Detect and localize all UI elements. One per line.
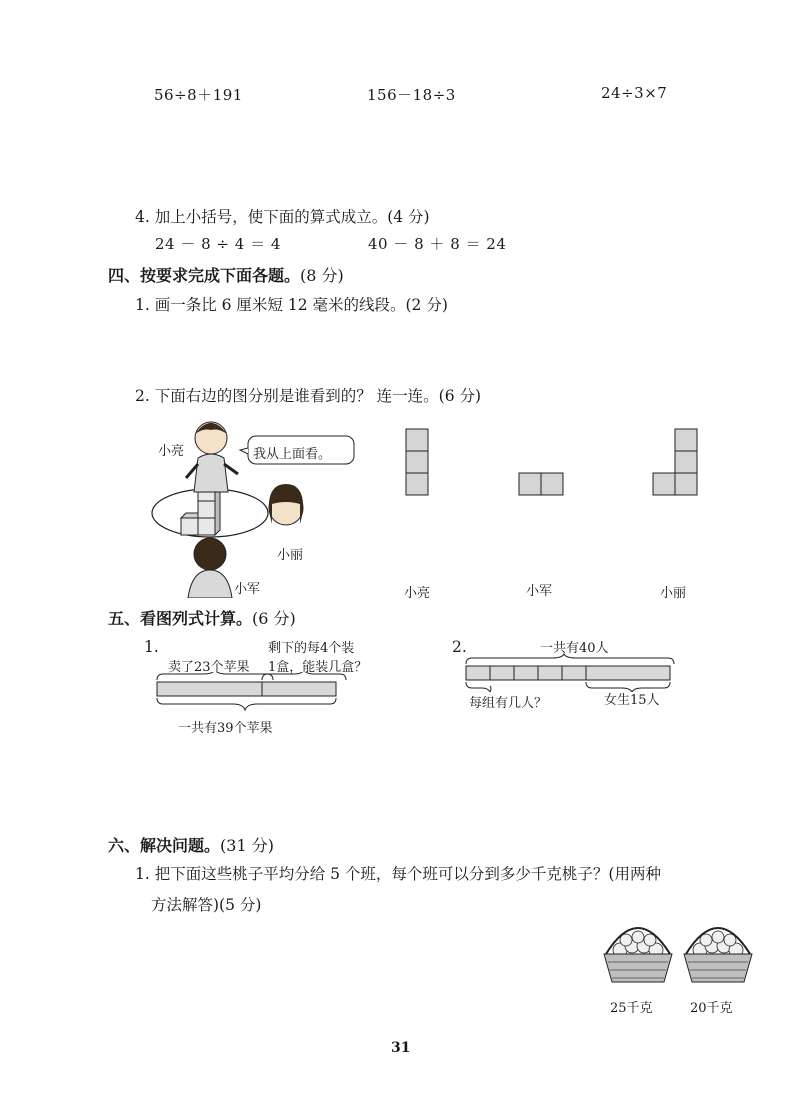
view-c-cell bbox=[653, 473, 675, 495]
section-4-title: 四、按要求完成下面各题。 bbox=[108, 266, 301, 285]
section-6-points: (31 分) bbox=[220, 836, 274, 855]
group-segment bbox=[490, 666, 514, 680]
view-b-cell bbox=[519, 473, 541, 495]
page-number: 31 bbox=[391, 1040, 411, 1056]
peach-baskets bbox=[598, 918, 758, 998]
group-segment bbox=[538, 666, 562, 680]
expression-2: 156－18÷3 bbox=[367, 86, 456, 104]
section-6-title: 六、解决问题。 bbox=[108, 836, 221, 855]
section-5-points: (6 分) bbox=[252, 609, 296, 628]
xiaojun-figure bbox=[188, 538, 232, 598]
view-b-cell bbox=[541, 473, 563, 495]
q4-equation-2: 40 － 8 ＋ 8 ＝ 24 bbox=[368, 235, 507, 253]
problem-1-total-label: 一共有39个苹果 bbox=[178, 721, 273, 736]
speech-text: 我从上面看。 bbox=[253, 447, 332, 462]
problem-1-number: 1. bbox=[144, 638, 159, 656]
section-4-q2: 2. 下面右边的图分别是谁看到的？ 连一连。(6 分) bbox=[135, 387, 482, 405]
speaker-name-label: 小亮 bbox=[158, 444, 185, 459]
basket-1 bbox=[604, 928, 672, 982]
section-6-heading bbox=[108, 833, 274, 856]
problem-1-remain-line1: 剩下的每4个装 bbox=[268, 641, 355, 656]
remaining-segment bbox=[262, 682, 336, 696]
problem-2-girls-label: 女生15人 bbox=[604, 693, 660, 708]
problem-1-bar-diagram bbox=[150, 672, 350, 722]
section-4-q1: 1. 画一条比 6 厘米短 12 毫米的线段。(2 分) bbox=[135, 296, 448, 314]
xiaoli-figure bbox=[269, 484, 303, 525]
problem-1-remain-line2: 1盒，能装几盒？ bbox=[268, 660, 368, 675]
q4-title: 4. 加上小括号，使下面的算式成立。(4 分) bbox=[135, 208, 430, 226]
girl-name-label: 小丽 bbox=[277, 548, 304, 563]
problem-2-total-label: 一共有40人 bbox=[540, 641, 609, 656]
xiaoliang-figure bbox=[186, 422, 238, 492]
basket-2-weight: 20千克 bbox=[690, 1001, 733, 1016]
section-5-heading bbox=[108, 606, 296, 629]
view-c-cell bbox=[675, 451, 697, 473]
problem-1-sold-label: 卖了23个苹果 bbox=[168, 660, 250, 675]
boy-name-label: 小军 bbox=[234, 582, 261, 597]
girls-segment bbox=[586, 666, 670, 680]
section-6-q1-line2: 方法解答)(5 分) bbox=[151, 896, 262, 914]
problem-2-number: 2. bbox=[452, 638, 467, 656]
basket-1-weight: 25千克 bbox=[610, 1001, 653, 1016]
view-label-2: 小军 bbox=[526, 584, 553, 599]
children-cubes-illustration bbox=[140, 408, 380, 598]
view-figures bbox=[400, 425, 730, 500]
group-segment bbox=[514, 666, 538, 680]
problem-2-group-label: 每组有几人？ bbox=[469, 696, 548, 711]
section-6-q1-line1: 1. 把下面这些桃子平均分给 5 个班，每个班可以分到多少千克桃子？(用两种 bbox=[135, 865, 661, 883]
q4-equation-1: 24 － 8 ÷ 4 ＝ 4 bbox=[155, 235, 281, 253]
view-a-cell bbox=[406, 429, 428, 451]
view-c-cell bbox=[675, 429, 697, 451]
sold-segment bbox=[157, 682, 262, 696]
view-a-cell bbox=[406, 473, 428, 495]
group-segment bbox=[562, 666, 586, 680]
view-label-1: 小亮 bbox=[404, 586, 431, 601]
view-a-cell bbox=[406, 451, 428, 473]
basket-2 bbox=[684, 928, 752, 982]
section-5-title: 五、看图列式计算。 bbox=[108, 609, 253, 628]
section-4-points: (8 分) bbox=[300, 266, 344, 285]
section-4-heading bbox=[108, 263, 344, 286]
view-c-cell bbox=[675, 473, 697, 495]
group-segment bbox=[466, 666, 490, 680]
problem-2-bar-diagram bbox=[460, 652, 680, 692]
expression-1: 56÷8＋191 bbox=[154, 86, 243, 104]
view-label-3: 小丽 bbox=[660, 586, 687, 601]
expression-3: 24÷3×7 bbox=[601, 84, 668, 102]
